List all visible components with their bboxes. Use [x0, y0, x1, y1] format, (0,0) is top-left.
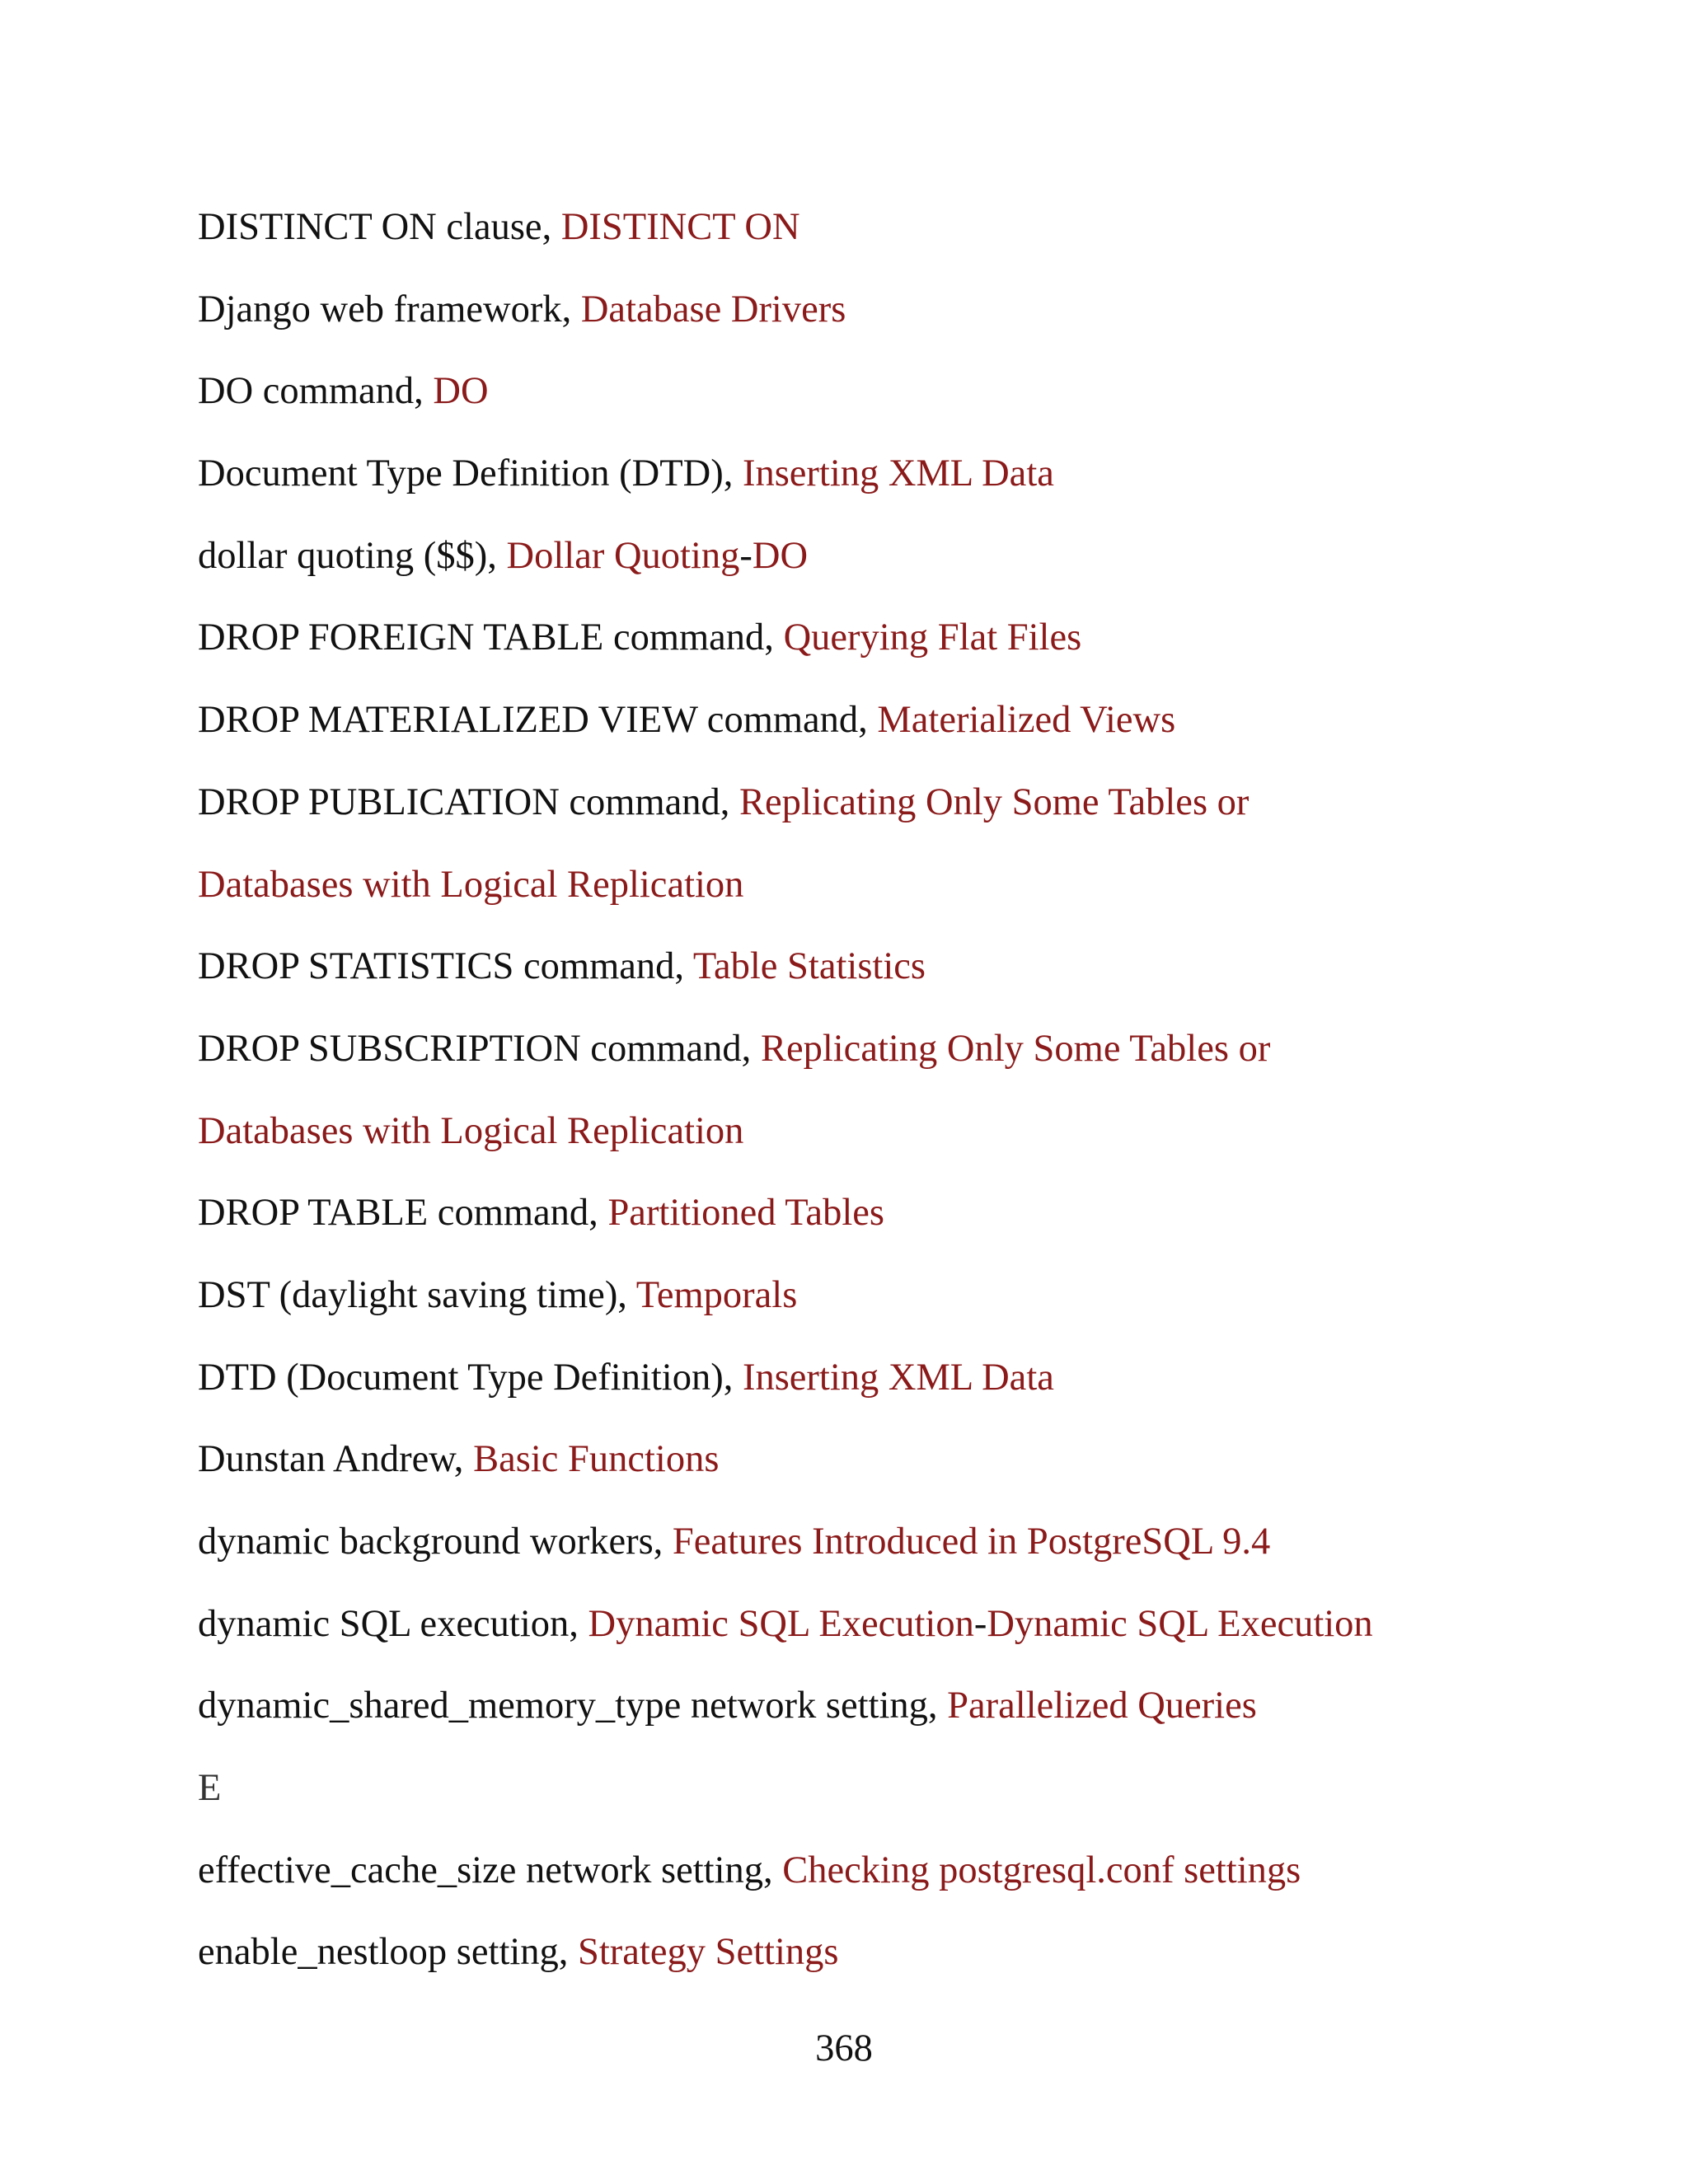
index-entry-link[interactable]: Replicating Only Some Tables or — [739, 780, 1250, 823]
index-entry — [198, 438, 1517, 520]
index-term: dynamic_shared_memory_type network setting, — [198, 1685, 948, 1727]
index-entry-link[interactable]: Inserting XML Data — [742, 452, 1054, 495]
index-entry — [198, 1916, 1517, 1999]
index-entry — [198, 1177, 1517, 1259]
index-term: DROP PUBLICATION command, — [198, 780, 740, 823]
index-term: DTD (Document Type Definition), — [198, 1356, 743, 1399]
index-entry — [198, 191, 1517, 274]
index-term: Document Type Definition (DTD), — [198, 452, 743, 495]
page-number: 368 — [815, 2027, 873, 2069]
index-term: DROP SUBSCRIPTION command, — [198, 1027, 761, 1070]
index-entry — [198, 766, 1517, 849]
index-entry-link[interactable]: Temporals — [635, 1273, 798, 1316]
index-letter-heading — [198, 1752, 1517, 1835]
index-entry-link[interactable]: Features Introduced in PostgreSQL 9.4 — [672, 1521, 1271, 1563]
index-term: enable_nestloop setting, — [198, 1931, 579, 1974]
index-entry — [198, 1342, 1517, 1424]
index-entry — [198, 520, 1517, 602]
index-term: DISTINCT ON clause, — [198, 206, 561, 248]
index-entry-link[interactable]: Databases with Logical Replication — [198, 863, 744, 906]
index-entry-link[interactable]: DISTINCT ON — [560, 206, 800, 248]
index-term: Django web framework, — [198, 288, 581, 330]
index-entry — [198, 1670, 1517, 1752]
index-entry — [198, 1506, 1517, 1588]
index-term: - — [739, 534, 753, 577]
index-term: DO command, — [198, 370, 434, 413]
index-entry-link[interactable]: Strategy Settings — [578, 1931, 839, 1974]
index-entry — [198, 602, 1517, 684]
index-entry-link[interactable]: Checking postgresql.conf settings — [782, 1849, 1301, 1891]
index-term: DROP MATERIALIZED VIEW command, — [198, 699, 878, 742]
index-entry — [198, 1588, 1517, 1671]
index-entry-link[interactable]: Inserting XML Data — [742, 1356, 1054, 1399]
index-entry — [198, 274, 1517, 356]
index-term: DROP TABLE command, — [198, 1192, 608, 1235]
index-entry-link[interactable]: Database Drivers — [580, 288, 846, 330]
index-entry — [198, 849, 1517, 931]
index-term: Dunstan Andrew, — [198, 1438, 474, 1481]
index-entry-link[interactable]: Databases with Logical Replication — [198, 1109, 744, 1152]
index-entry-link[interactable]: DO — [433, 370, 489, 413]
index-entry — [198, 1013, 1517, 1095]
index-entry-link[interactable]: Dynamic SQL Execution — [588, 1602, 974, 1645]
index-entry — [198, 1835, 1517, 1917]
index-term: DROP STATISTICS command, — [198, 945, 693, 988]
index-entry-link[interactable]: Parallelized Queries — [947, 1685, 1257, 1727]
index-entry — [198, 1095, 1517, 1178]
index-term: effective_cache_size network setting, — [198, 1849, 783, 1891]
index-entry-link[interactable]: Basic Functions — [473, 1438, 720, 1481]
letter-heading-label: E — [198, 1767, 222, 1810]
index-entry-list — [198, 191, 1517, 1999]
index-entry-link[interactable]: Partitioned Tables — [607, 1192, 884, 1235]
index-term: DST (daylight saving time), — [198, 1273, 636, 1316]
index-entry-link[interactable]: Dollar Quoting — [506, 534, 740, 577]
index-term: dynamic background workers, — [198, 1521, 673, 1563]
index-entry — [198, 1259, 1517, 1342]
index-entry — [198, 684, 1517, 766]
index-term: - — [973, 1602, 987, 1645]
index-entry-link[interactable]: Table Statistics — [692, 945, 926, 988]
index-entry — [198, 1423, 1517, 1506]
index-term: DROP FOREIGN TABLE command, — [198, 616, 784, 659]
index-entry-link[interactable]: Replicating Only Some Tables or — [760, 1027, 1271, 1070]
index-entry — [198, 930, 1517, 1013]
index-entry-link[interactable]: Materialized Views — [877, 699, 1176, 742]
index-term: dollar quoting ($$), — [198, 534, 507, 577]
index-entry-link[interactable]: Dynamic SQL Execution — [987, 1602, 1373, 1645]
index-entry-link[interactable]: Querying Flat Files — [783, 616, 1082, 659]
index-entry-link[interactable]: DO — [752, 534, 809, 577]
index-entry — [198, 355, 1517, 438]
index-term: dynamic SQL execution, — [198, 1602, 588, 1645]
